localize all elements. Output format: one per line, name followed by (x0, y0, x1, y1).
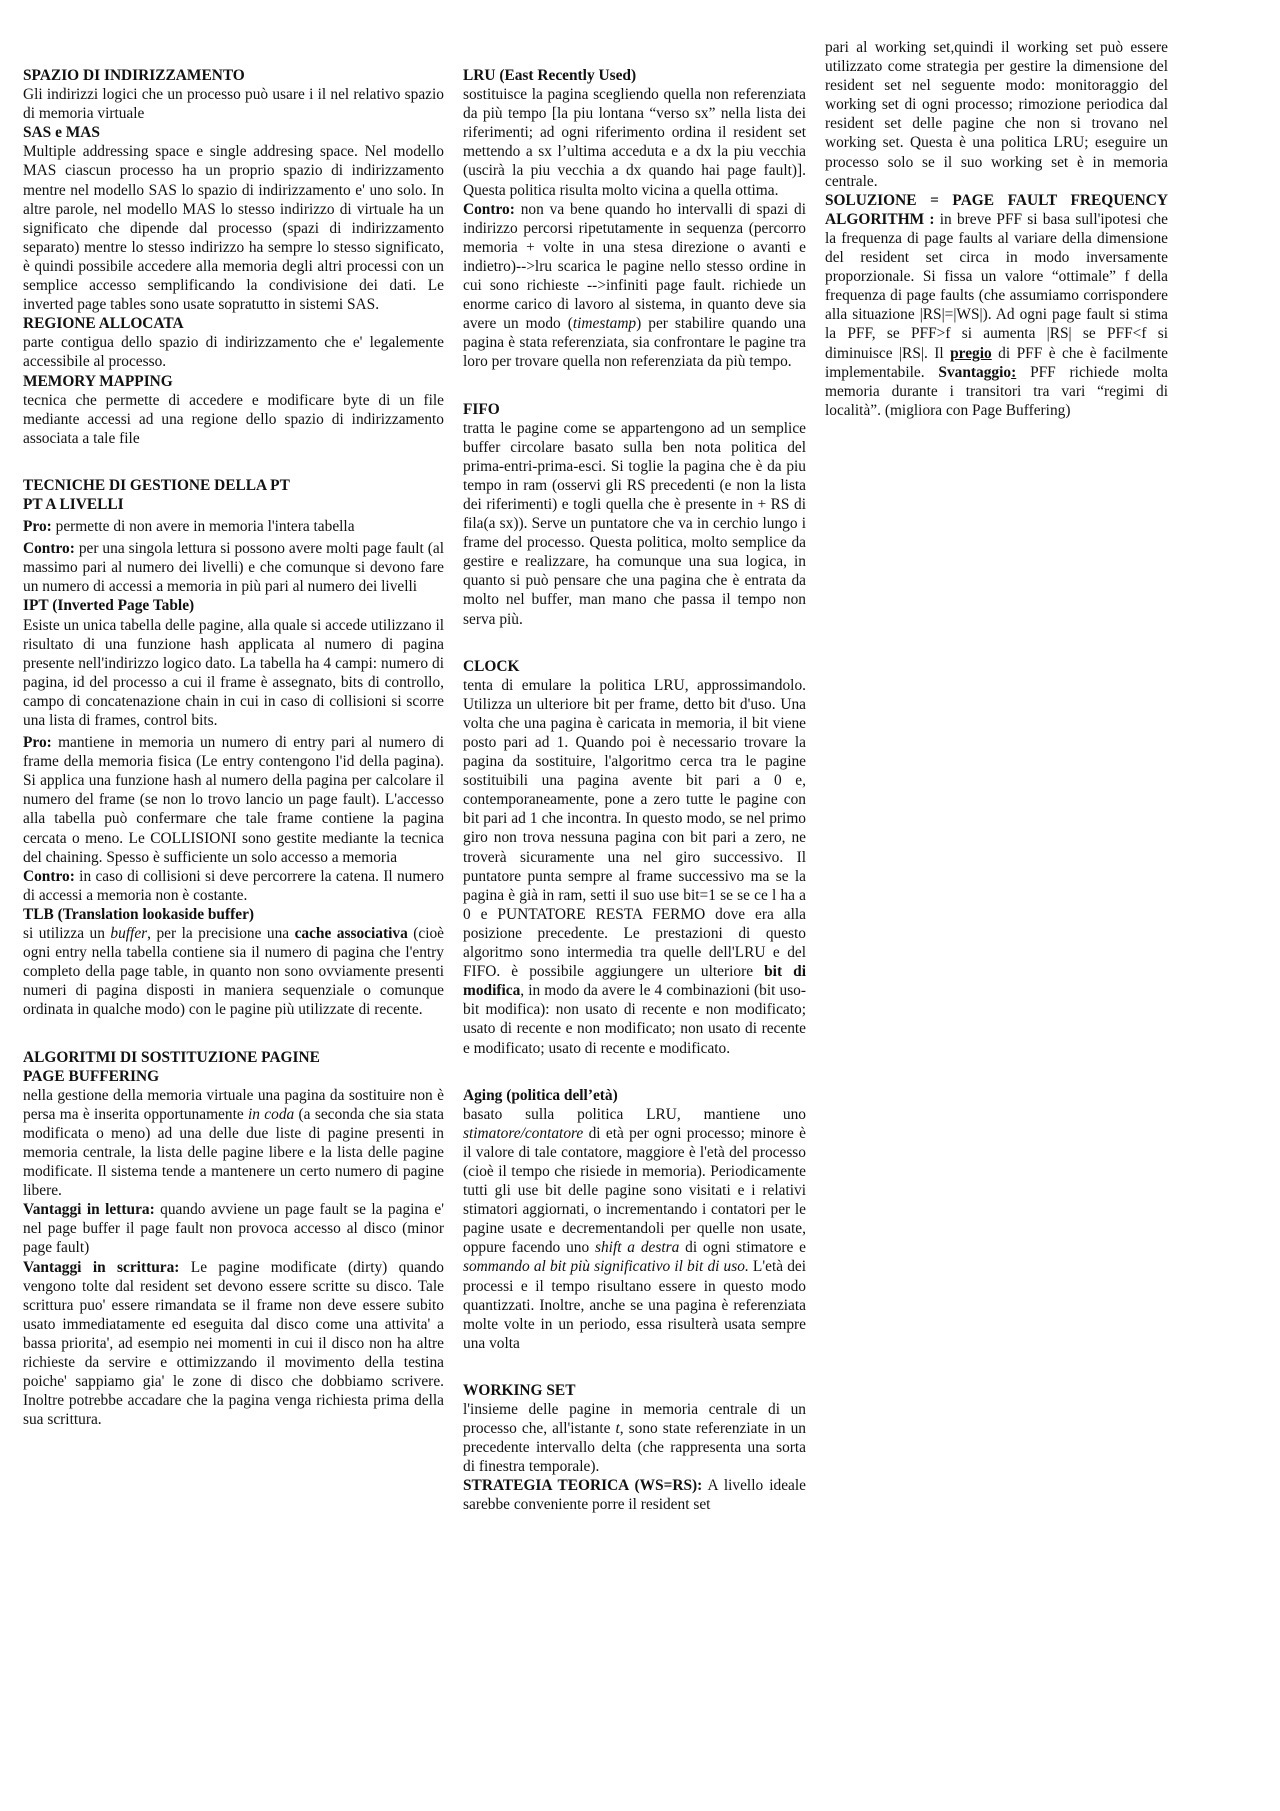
para-clock: tenta di emulare la politica LRU, approssimandolo. Utilizza un ulteriore bit per frame, detto bit d'uso. Una volta che una pagina è caricata in memoria, il bit viene posto pari ad 1. Quando poi è necessario trovare la pagina da sostituire, l'algoritmo cerca tra le pagine sostituibili una pagina avente bit pari a 0 e, contemporaneamente, pone a zero tutte le pagine con bit pari ad 1 che incontra. In questo modo, se nel primo giro non trova nessuna pagina con bit pari a zero, ne troverà sicuramente una nel giro successivo. Il puntatore punta sempre al frame successivo ma se la pagina è già in ram, setti il suo use bit=1 se se ce l ha a 0 e PUNTATORE RESTA FERMO dove era alla posizione precedente. Le prestazioni di questo algoritmo sono intermedia tra quelle dell'LRU e del FIFO. è possibile aggiungere un ulteriore bit di modifica, in modo da avere le 4 combinazioni (bit uso-bit modifica): non usato di recente e non modificato; usato di recente e non modificato; non usato di recente e modificato; usato di recente e modificato. (463, 676, 806, 1057)
heading-working-set: WORKING SET (463, 1381, 576, 1399)
column-3 (825, 38, 1168, 420)
para-sas: Multiple addressing space e single addresing space. Nel modello MAS ciascun processo ha un proprio spazio di indirizzamento mentre nel modello SAS lo spazio di indirizzamento e' uno solo. In altre parole, nel modello MAS lo stesso indirizzo di virtuale ha un significato che dipende dal processo (spazi di indirizzamento separato) mentre lo stesso indirizzo ha sempre lo stesso significato, è quindi possibile accedere alla memoria degli altri processi con un semplice accesso semplificando la condivisione dei dati. Le inverted page tables sono usate sopratutto in sistemi SAS. (23, 143, 444, 314)
column-2 (463, 66, 806, 1515)
para-aging: basato sulla politica LRU, mantiene uno stimatore/contatore di età per ogni processo; minore è il valore di tale contatore, maggiore è l'età del processo (cioè il tempo che risiede in memoria). Periodicamente tutti gli use bit delle pagine sono visitati e i relativi stimatori aggiornati, o incrementando i contatori per le pagine usate e decrementandoli per quelle non usate, oppure facendo uno shift a destra di ogni stimatore e sommando al bit più significativo il bit di uso. L'età dei processi e il tempo risultano essere in questo modo quantizzati. Inoltre, anche se una pagina è referenziata molte volte in un periodo, essa risulterà usata sempre una volta (463, 1105, 807, 1352)
para-working-set-cont: pari al working set,quindi il working set può essere utilizzato come strategia per gestire la dimensione del resident set nel seguente modo: monitoraggio del working set di ogni processo; rimozione periodica dal resident set delle pagine che non si trovano nel working set. Questa è una politica LRU; eseguire un processo solo se il suo working set è in memoria centrale. (825, 39, 1168, 190)
para-vantaggi-lettura: Vantaggi in lettura: quando avviene un page fault se la pagina e' nel page buffer il page fault non provoca accesso al disco (minor page fault) (23, 1201, 444, 1257)
heading-sas: SAS e MAS (23, 124, 100, 142)
para-livelli-pro: Pro: permette di non avere in memoria l'intera tabella (23, 518, 355, 536)
heading-mapping: MEMORY MAPPING (23, 372, 173, 390)
heading-clock: CLOCK (463, 657, 520, 675)
para-lru-contro: Contro: non va bene quando ho intervalli di spazi di indirizzo percorsi ripetutamente in sequenza (percorro memoria + volte in una stesa direzione o avanti e indietro)-->lru scarica le pagine nello stesso ordine in cui sono richieste -->infiniti page fault. richiede un enorme carico di lavoro al sistema, in quanto deve sia avere un modo (timestamp) per stabilire quando una pagina è stata referenziata, sia confrontare le pagine tra loro per trovare quella non referenziata da più tempo. (463, 200, 806, 371)
heading-page-buffering: PAGE BUFFERING (23, 1067, 160, 1085)
label-contro: Contro: (23, 867, 75, 885)
para-livelli-contro: Contro: per una singola lettura si possono avere molti page fault (al massimo pari al numero dei livelli) e che comunque si devono fare un numero di accessi a memoria in più pari al numero dei livelli (23, 540, 444, 596)
heading-algoritmi: ALGORITMI DI SOSTITUZIONE PAGINE (23, 1048, 320, 1066)
para-ipt: Esiste un unica tabella delle pagine, alla quale si accede utilizzano il risultato di una funzione hash applicata al numero di pagina presente nell'indirizzo logico dato. La tabella ha 4 campi: numero di pagina, id del processo a cui il frame è assegnato, bits di controllo, campo di concatenazione chain in cui in caso di collisioni si scorre una lista di frames, control bits. (23, 616, 444, 729)
para-pff: SOLUZIONE = PAGE FAULT FREQUENCY ALGORITHM : in breve PFF si basa sull'ipotesi che la frequenza di page faults al variare della dimensione del resident set circa in modo inversamente proporzionale. Si fissa un valore “ottimale” f della frequenza di page faults (che assumiamo corrispondere alla situazione |RS|=|WS|). Ad ogni page fault si stima la PFF, se PFF>f si aumenta |RS| se PFF<f si diminuisce |RS|. Il pregio di PFF è che è facilmente implementabile. Svantaggio: PFF richiede molta memoria durante i transitori tra vari “regimi di località”. (migliora con Page Buffering) (825, 191, 1168, 419)
spacer (23, 1020, 444, 1048)
label-pro: Pro: (23, 518, 52, 536)
spacer (463, 629, 806, 657)
para-ipt-contro: Contro: in caso di collisioni si deve percorrere la catena. Il numero di accessi a memoria non è costante. (23, 867, 444, 904)
spacer (23, 448, 444, 476)
para-lru: sostituisce la pagina scegliendo quella non referenziata da più tempo [la piu lontana “verso sx” nella lista dei riferimenti; ad ogni riferimento ordina il resident set mettendo a sx l’ultima acceduta e a dx la piu vecchia (uscirà la piu vecchia a dx quando hai page fault)]. Questa politica risulta molto vicina a quella ottima. (463, 86, 806, 199)
para-page-buffering: nella gestione della memoria virtuale una pagina da sostituire non è persa ma è inserita opportunamente in coda (a seconda che sia stata modificata o meno) ad una delle due liste di pagine presenti in memoria centrale, la lista delle pagine libere e la lista delle pagine modificate. Il sistema tende a mantenere un certo numero di pagine libere. (23, 1086, 445, 1200)
spacer (463, 1353, 806, 1381)
heading-fifo: FIFO (463, 400, 500, 418)
heading-livelli: PT A LIVELLI (23, 495, 124, 513)
para-working-set: l'insieme delle pagine in memoria centrale di un processo che, all'istante t, sono state referenziate in un precedente intervallo delta (che rappresenta una sorta di finestra temporale). (463, 1401, 807, 1476)
label-pro: Pro: (23, 734, 52, 752)
label-contro: Contro: (23, 540, 75, 558)
para-ipt-pro: Pro: mantiene in memoria un numero di entry pari al numero di frame della memoria fisica (Le entry contengono l'id della pagina). Si applica una funzione hash al numero della pagina per calcolare il numero del frame (se non lo trovo lancio un page fault). L'accesso alla tabella può confermare che tale frame contiene la pagina cercata o meno. Le COLLISIONI sono gestite mediante la tecnica del chaining. Spesso è sufficiente un solo accesso a memoria (23, 734, 444, 866)
heading-ipt: IPT (Inverted Page Table) (23, 597, 195, 615)
para-tlb: si utilizza un buffer, per la precisione una cache associativa (cioè ogni entry nella tabella contiene sia il numero di pagina che l'entry completo della page table, in quanto non sono ovviamente presenti numeri di pagina disposti in maniera sequenziale o comunque ordinata in qualche modo) con le pagine più utilizzate di recente. (23, 925, 444, 1019)
para-spazio: Gli indirizzi logici che un processo può usare i il nel relativo spazio di memoria virtuale (23, 86, 444, 123)
column-1 (23, 66, 444, 1429)
spacer (463, 1058, 806, 1086)
para-mapping: tecnica che permette di accedere e modificare byte di un file mediante accessi ad una regione dello spazio di indirizzamento associata a tale file (23, 391, 444, 447)
spacer (463, 372, 806, 400)
heading-aging: Aging (politica dell’età) (463, 1086, 618, 1104)
para-regione: parte contigua dello spazio di indirizzamento che e' legalemente accessibile al processo. (23, 334, 444, 371)
heading-regione: REGIONE ALLOCATA (23, 315, 184, 333)
para-vantaggi-scrittura: Vantaggi in scrittura: Le pagine modificate (dirty) quando vengono tolte dal resident set devono essere scritte su disco. Tale scrittura puo' essere rimandata se il frame non deve essere subito usato immediatamente ed eseguita dal disco come una attivita' a bassa priorita', ad esempio nei momenti in cui il disco non ha altre richieste da servire e ottimizzando il movimento della testina poiche' sappiamo gia' le zone di disco che dobbiamo scrivere. Inoltre potrebbe accadare che la pagina venga richiesta prima della sua scrittura. (23, 1258, 444, 1429)
para-strategia: STRATEGIA TEORICA (WS=RS): A livello ideale sarebbe conveniente porre il resident set (463, 1477, 806, 1514)
heading-lru: LRU (East Recently Used) (463, 67, 637, 84)
para-fifo: tratta le pagine come se appartengono ad un semplice buffer circolare basato sulla ben nota politica del prima-entri-prima-esci. Si toglie la pagina che è da piu tempo in ram (osservi gli RS precedenti (e non la lista dei riferimenti) e togli quella che è presente in + RS di fila(a sx)). Serve un puntatore che va in cerchio lungo i frame del processo. Questa politica, molto semplice da gestire e realizzare, ha comunque una sua logica, in quanto si può pensare che una pagina che è entrata da molto nel buffer, man mano che passa il tempo non serva più. (463, 419, 806, 628)
heading-spazio: SPAZIO DI INDIRIZZAMENTO (23, 67, 245, 84)
heading-tecniche: TECNICHE DI GESTIONE DELLA PT (23, 476, 290, 494)
heading-tlb: TLB (Translation lookaside buffer) (23, 905, 255, 923)
